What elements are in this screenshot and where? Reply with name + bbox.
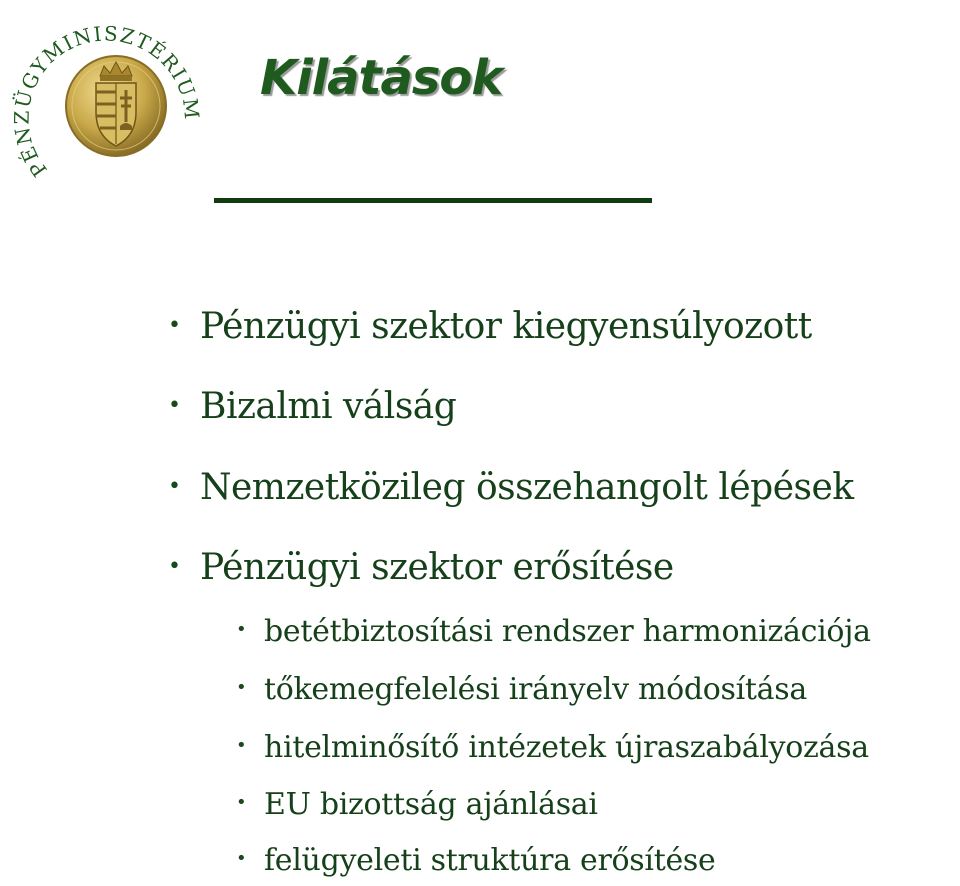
bullet-dot: • [236, 735, 247, 756]
list-item-text: tőkemegfelelési irányelv módosítása [264, 672, 807, 707]
list-item [168, 386, 456, 427]
list-item-text: Pénzügyi szektor erősítése [200, 547, 674, 588]
list-item [236, 730, 869, 765]
ministry-logo [8, 10, 213, 200]
title-underline [214, 198, 652, 203]
list-item [236, 787, 598, 822]
list-item-text: hitelminősítő intézetek újraszabályozása [264, 730, 869, 765]
logo-ring-text: PÉNZÜGYMINISZTÉRIUM [9, 21, 205, 182]
bullet-dot: • [236, 848, 247, 869]
list-item [168, 306, 812, 347]
coat-of-arms-icon [66, 56, 166, 156]
bullet-dot: • [168, 313, 181, 338]
bullet-dot: • [168, 393, 181, 418]
list-item [236, 672, 807, 707]
bullet-dot: • [236, 677, 247, 698]
bullet-dot: • [168, 554, 181, 579]
bullet-dot: • [236, 792, 247, 813]
list-item-text: felügyeleti struktúra erősítése [264, 843, 716, 878]
list-item-text: EU bizottság ajánlásai [264, 787, 598, 822]
list-item-text: Nemzetközileg összehangolt lépések [200, 467, 854, 508]
slide-title: Kilátások [260, 50, 503, 106]
bullet-dot: • [168, 474, 181, 499]
list-item-text: Bizalmi válság [200, 386, 457, 427]
list-item [168, 467, 854, 508]
list-item [236, 843, 715, 878]
list-item [236, 614, 871, 649]
list-item-text: betétbiztosítási rendszer harmonizációja [264, 614, 871, 649]
list-item-text: Pénzügyi szektor kiegyensúlyozott [200, 306, 812, 347]
list-item [168, 547, 674, 588]
bullet-dot: • [236, 619, 247, 640]
